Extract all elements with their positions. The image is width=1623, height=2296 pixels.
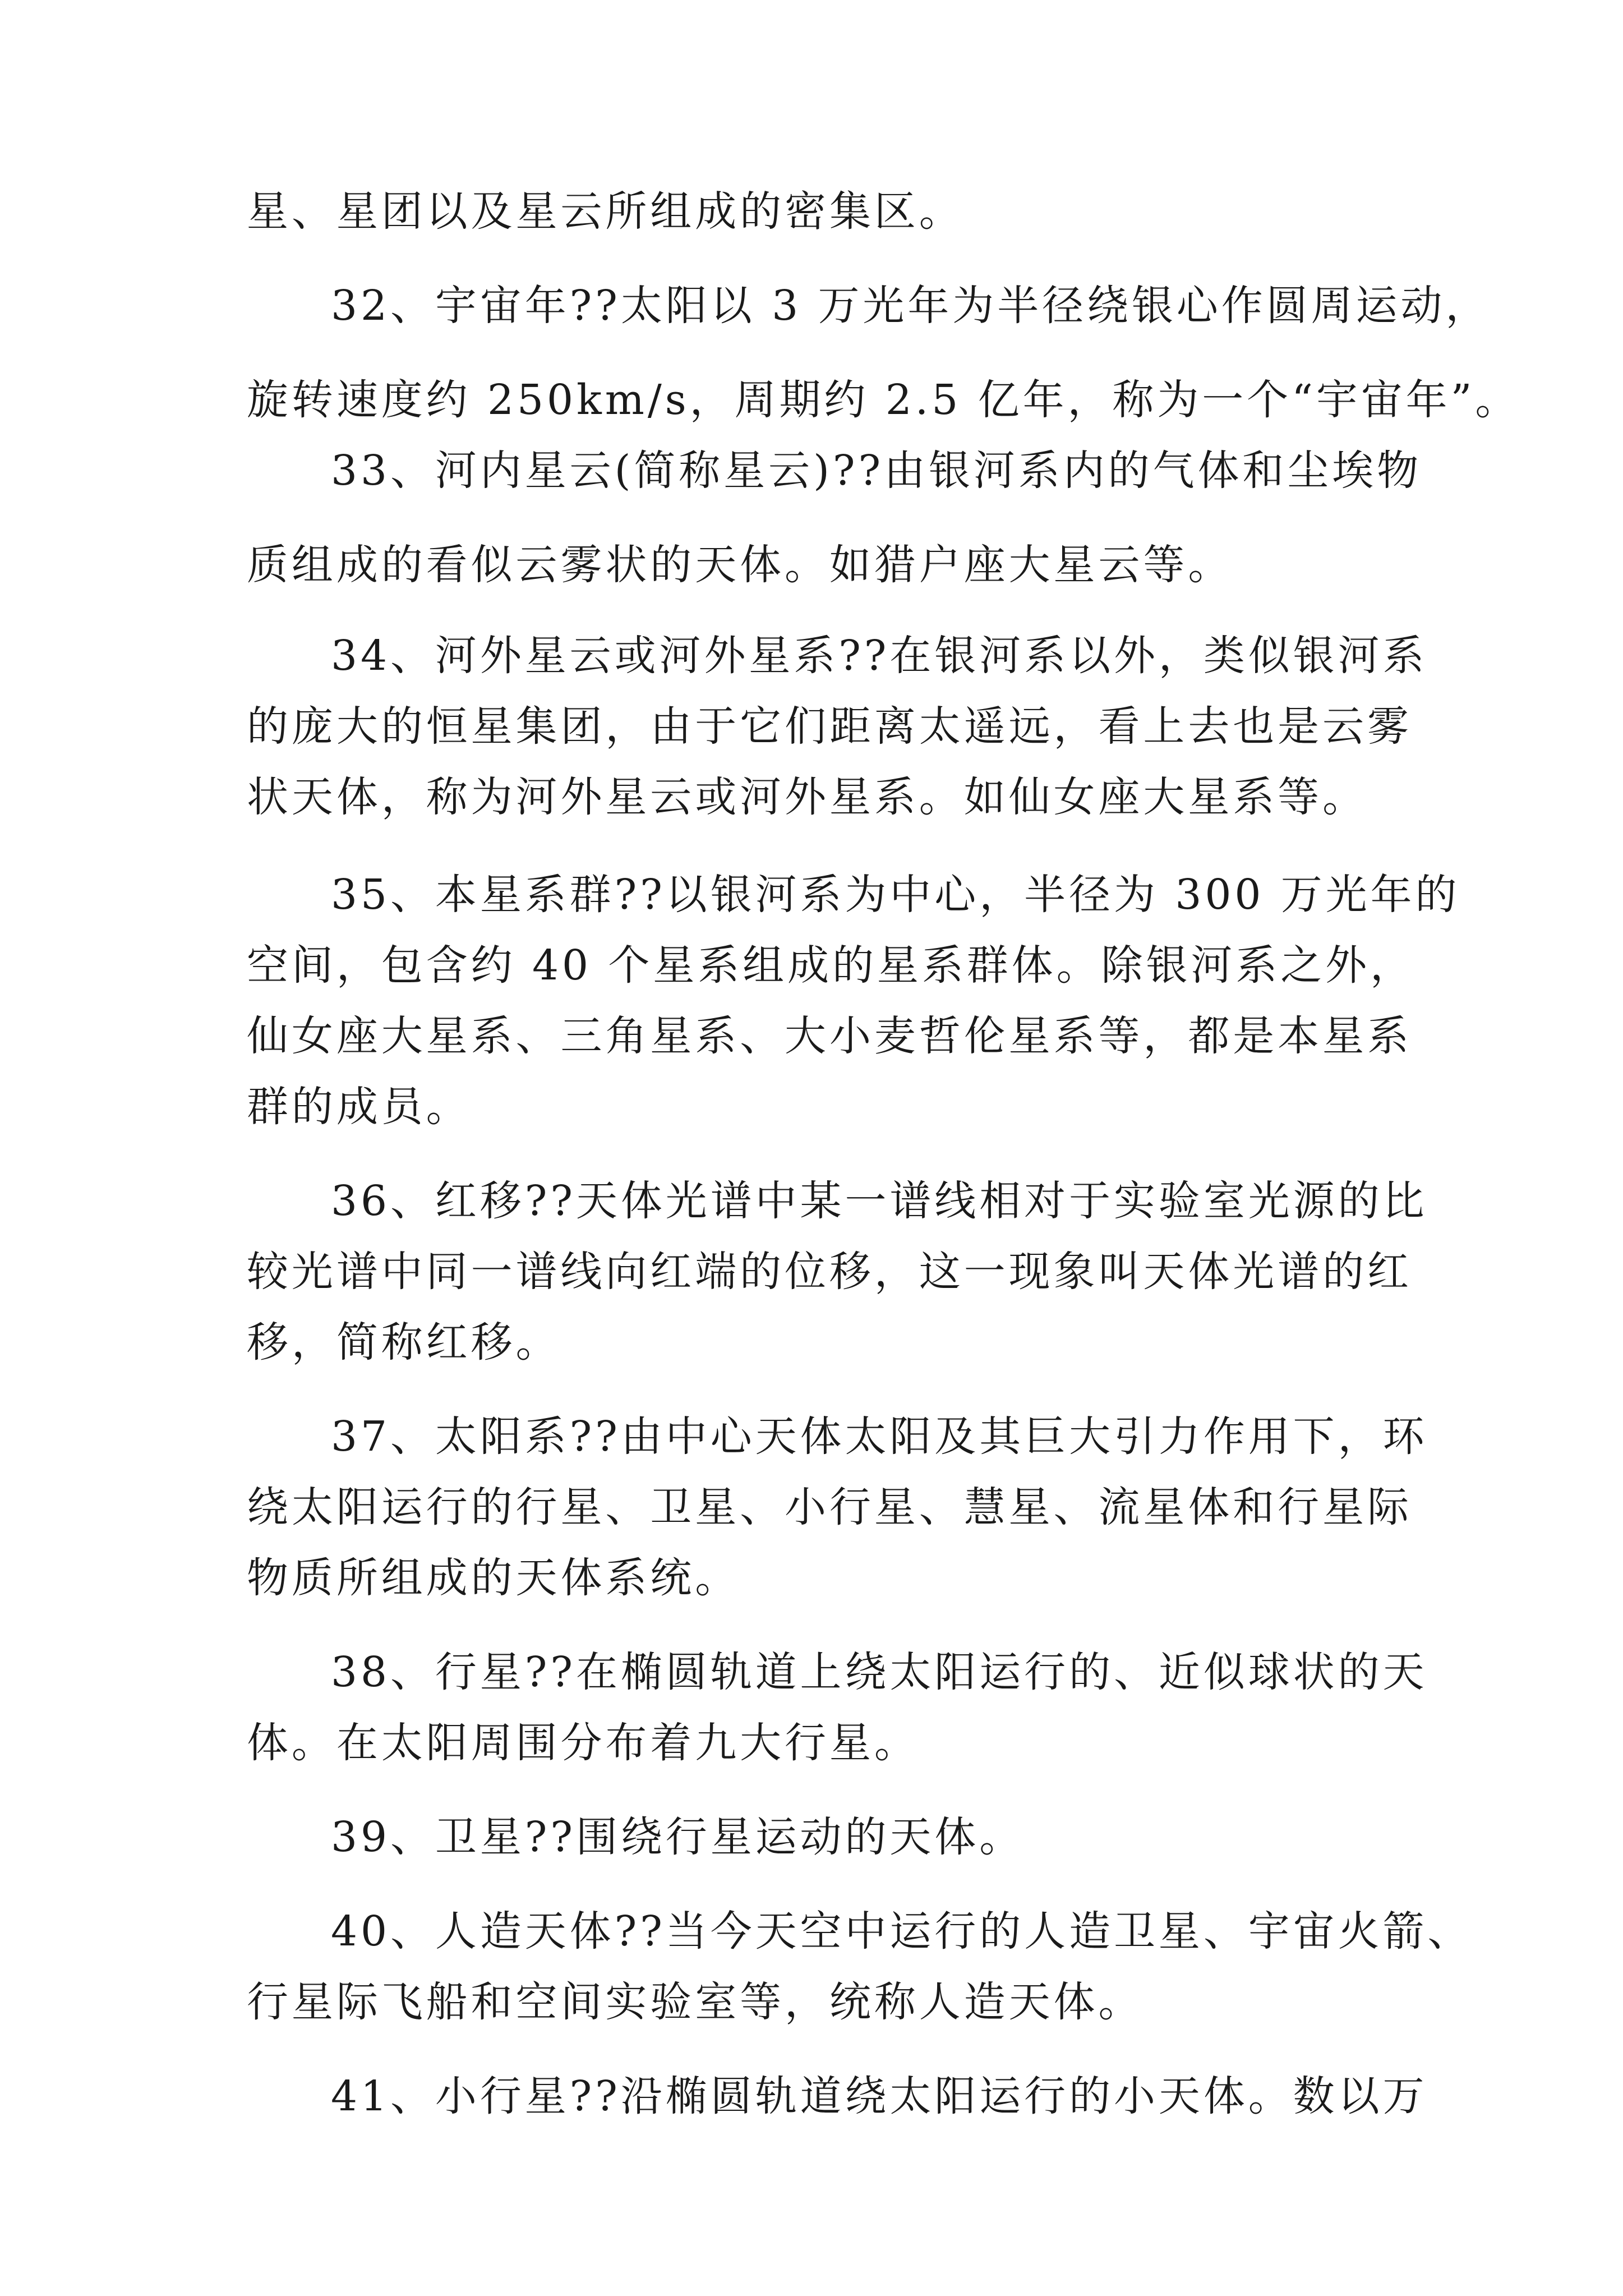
text-line: 星、星团以及星云所组成的密集区。 bbox=[247, 187, 964, 236]
text-line: 35、本星系群??以银河系为中心，半径为 300 万光年的 bbox=[331, 871, 1460, 919]
text-line: 38、行星??在椭圆轨道上绕太阳运行的、近似球状的天 bbox=[331, 1648, 1428, 1696]
text-line: 质组成的看似云雾状的天体。如猎户座大星云等。 bbox=[247, 541, 1233, 589]
text-line: 状天体，称为河外星云或河外星系。如仙女座大星系等。 bbox=[247, 773, 1367, 821]
text-line: 仙女座大星系、三角星系、大小麦哲伦星系等，都是本星系 bbox=[247, 1012, 1412, 1060]
text-line: 较光谱中同一谱线向红端的位移，这一现象叫天体光谱的红 bbox=[247, 1248, 1412, 1296]
text-line: 40、人造天体??当今天空中运行的人造卫星、宇宙火箭、 bbox=[331, 1907, 1473, 1955]
text-line: 体。在太阳周围分布着九大行星。 bbox=[247, 1719, 919, 1767]
text-line: 物质所组成的天体系统。 bbox=[247, 1554, 740, 1602]
text-line: 行星际飞船和空间实验室等，统称人造天体。 bbox=[247, 1978, 1144, 2026]
text-line: 空间，包含约 40 个星系组成的星系群体。除银河系之外， bbox=[247, 941, 1415, 990]
text-line: 36、红移??天体光谱中某一谱线相对于实验室光源的比 bbox=[331, 1177, 1428, 1225]
text-line: 41、小行星??沿椭圆轨道绕太阳运行的小天体。数以万 bbox=[331, 2072, 1428, 2120]
text-line: 39、卫星??围绕行星运动的天体。 bbox=[331, 1813, 1025, 1861]
text-line: 绕太阳运行的行星、卫星、小行星、慧星、流星体和行星际 bbox=[247, 1483, 1412, 1531]
text-line: 旋转速度约 250km/s，周期约 2.5 亿年，称为一个“宇宙年”。 bbox=[247, 376, 1520, 424]
text-line: 32、宇宙年??太阳以 3 万光年为半径绕银心作圆周运动， bbox=[331, 282, 1491, 330]
text-line: 34、河外星云或河外星系??在银河系以外，类似银河系 bbox=[331, 632, 1428, 680]
text-line: 37、太阳系??由中心天体太阳及其巨大引力作用下，环 bbox=[331, 1412, 1428, 1461]
text-line: 移，简称红移。 bbox=[247, 1318, 561, 1366]
text-line: 群的成员。 bbox=[247, 1083, 471, 1131]
text-line: 的庞大的恒星集团，由于它们距离太遥远，看上去也是云雾 bbox=[247, 702, 1412, 751]
text-line: 33、河内星云(简称星云)??由银河系内的气体和尘埃物 bbox=[331, 447, 1422, 495]
